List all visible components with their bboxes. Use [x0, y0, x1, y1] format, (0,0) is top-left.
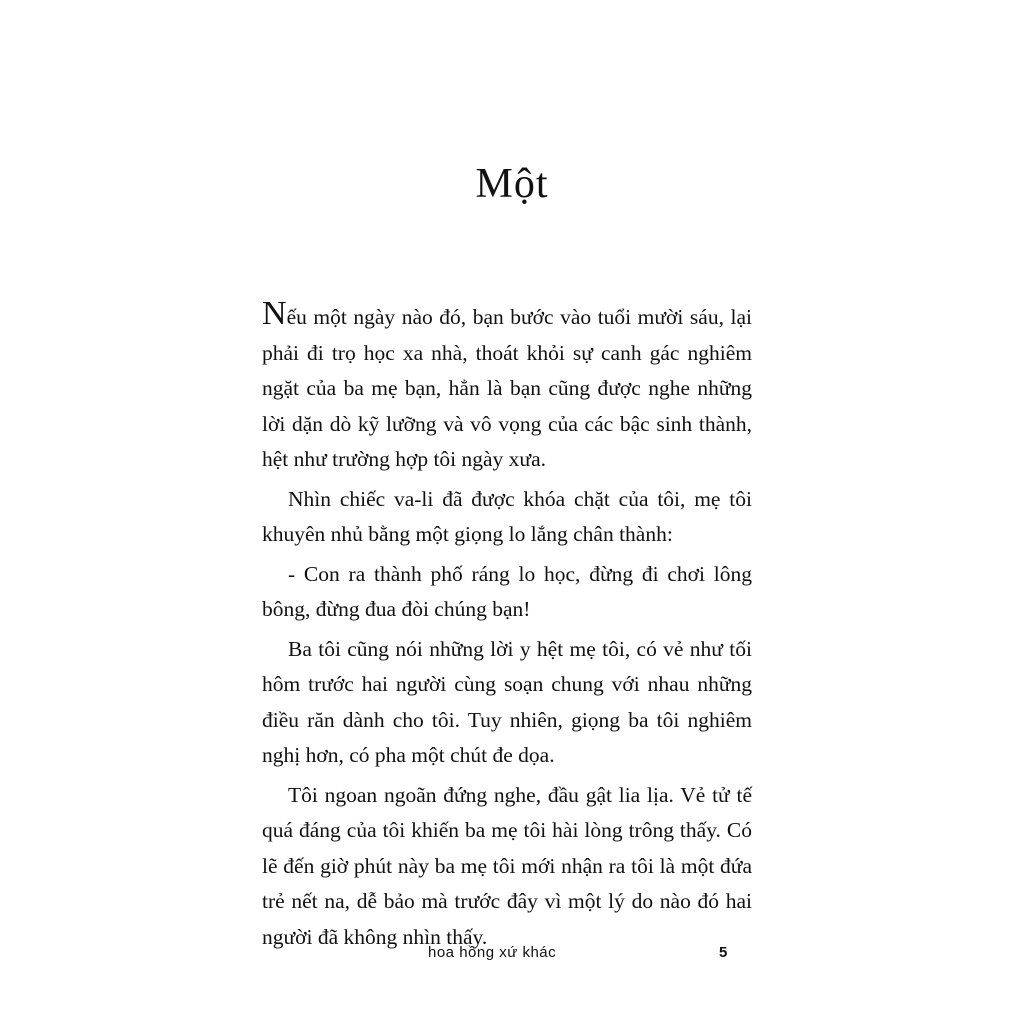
- paragraph-1-text: ếu một ngày nào đó, bạn bước vào tuổi mười sáu, lại phải đi trọ học xa nhà, thoát khỏi sự canh gác nghiêm ngặt của ba mẹ bạn, hẳn là bạn cũng được nghe những lời dặn dò kỹ lưỡng và vô vọng của các bậc sinh thành, hệt như trường hợp tôi ngày xưa.: [262, 305, 752, 471]
- chapter-title: Một: [475, 161, 549, 207]
- paragraph-5: Tôi ngoan ngoãn đứng nghe, đầu gật lia lịa. Vẻ tử tế quá đáng của tôi khiến ba mẹ tôi hài lòng trông thấy. Có lẽ đến giờ phút này ba mẹ tôi mới nhận ra tôi là một đứa trẻ nết na, dễ bảo mà trước đây vì một lý do nào đó hai người đã không nhìn thấy.: [262, 782, 752, 949]
- paragraph-1: [262, 295, 752, 478]
- page-number: 5: [719, 944, 728, 961]
- paragraph-4: Ba tôi cũng nói những lời y hệt mẹ tôi, có vẻ như tối hôm trước hai người cùng soạn chung với nhau những điều răn dành cho tôi. Tuy nhiên, giọng ba tôi nghiêm nghị hơn, có pha một chút đe dọa.: [262, 636, 752, 767]
- drop-cap-initial: N: [262, 295, 287, 332]
- chapter-body: [262, 295, 752, 955]
- paragraph-3-dialogue: - Con ra thành phố ráng lo học, đừng đi chơi lông bông, đừng đua đòi chúng bạn!: [262, 561, 752, 621]
- running-footer-book-title: hoa hồng xứ khác: [428, 944, 557, 961]
- paragraph-2: Nhìn chiếc va-li đã được khóa chặt của tôi, mẹ tôi khuyên nhủ bằng một giọng lo lắng chân thành:: [262, 486, 752, 546]
